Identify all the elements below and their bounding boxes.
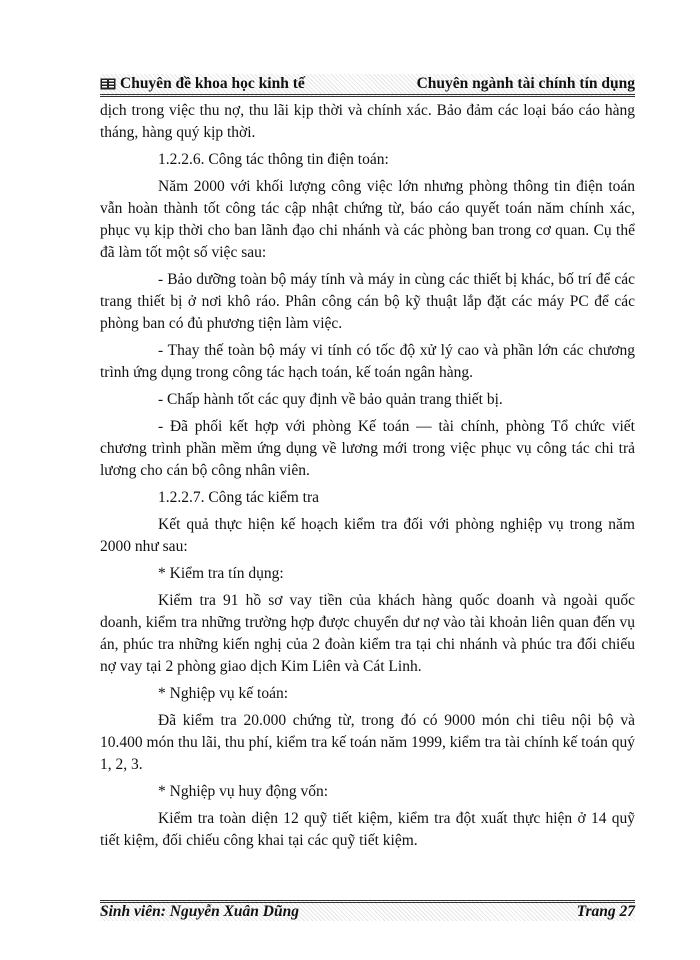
- header-left-title: Chuyên đề khoa học kinh tế: [120, 75, 305, 92]
- paragraph: Năm 2000 với khối lượng công việc lớn nhưng phòng thông tin điện toán vẫn hoàn thành tốt công tác cập nhật chứng từ, báo cáo quyết toán năm chính xác, phục vụ kịp thời cho ban lãnh đạo chi nhánh và các phòng ban trong cơ quan. Cụ thể đã làm tốt một số việc sau:: [100, 178, 635, 261]
- page-header: [100, 74, 635, 97]
- paragraph: Kiểm tra toàn diện 12 quỹ tiết kiệm, kiểm tra đột xuất thực hiện ở 14 quỹ tiết kiệm, đối chiếu công khai tại các quỹ tiết kiệm.: [100, 810, 635, 849]
- page-number: Trang 27: [576, 903, 635, 920]
- subheading: * Nghiệp vụ huy động vốn:: [158, 783, 329, 800]
- header-right-title: Chuyên ngành tài chính tín dụng: [416, 75, 635, 92]
- bullet-paragraph: - Bảo dưỡng toàn bộ máy tính và máy in cùng các thiết bị khác, bố trí để các trang thiết bị ở nơi khô ráo. Phân công cán bộ kỹ thuật lắp đặt các máy PC để các phòng ban có đủ phương tiện làm việc.: [100, 271, 635, 332]
- subheading: * Kiểm tra tín dụng:: [158, 565, 284, 582]
- footer-student: Sinh viên: Nguyễn Xuân Dũng: [100, 903, 299, 920]
- bullet-paragraph: - Chấp hành tốt các quy định về bảo quản trang thiết bị.: [158, 391, 503, 408]
- paragraph: Đã kiểm tra 20.000 chứng từ, trong đó có 9000 món chi tiêu nội bộ và 10.400 món thu lãi, thu phí, kiểm tra kế toán năm 1999, kiểm tra tài chính kế toán quý 1, 2, 3.: [100, 712, 635, 773]
- bullet-paragraph: - Đã phối kết hợp với phòng Kế toán — tài chính, phòng Tổ chức viết chương trình phần mềm ứng dụng về lương mới trong việc phục vụ công tác chi trả lương cho cán bộ công nhân viên.: [100, 418, 635, 479]
- header-left: [100, 74, 305, 94]
- body-text: [100, 100, 635, 857]
- section-heading: 1.2.2.6. Công tác thông tin điện toán:: [158, 151, 389, 168]
- page-footer: [100, 900, 635, 921]
- section-heading: 1.2.2.7. Công tác kiểm tra: [158, 489, 319, 506]
- book-icon: [100, 78, 116, 90]
- bullet-paragraph: - Thay thế toàn bộ máy vi tính có tốc độ xử lý cao và phần lớn các chương trình ứng dụng trong công tác hạch toán, kế toán ngân hàng.: [100, 342, 635, 381]
- paragraph: Kiểm tra 91 hồ sơ vay tiền của khách hàng quốc doanh và ngoài quốc doanh, kiểm tra những trường hợp được chuyển dư nợ vào tài khoản liên quan đến vụ án, phúc tra những kiến nghị của 2 đoàn kiểm tra tại chi nhánh và phúc tra đối chiếu nợ vay tại 2 phòng giao dịch Kim Liên và Cát Linh.: [100, 592, 635, 675]
- subheading: * Nghiệp vụ kế toán:: [158, 685, 289, 702]
- paragraph: Kết quả thực hiện kế hoạch kiểm tra đối với phòng nghiệp vụ trong năm 2000 như sau:: [100, 516, 635, 555]
- paragraph: dịch trong việc thu nợ, thu lãi kịp thời và chính xác. Bảo đảm các loại báo cáo hàng tháng, hàng quý kịp thời.: [100, 102, 635, 141]
